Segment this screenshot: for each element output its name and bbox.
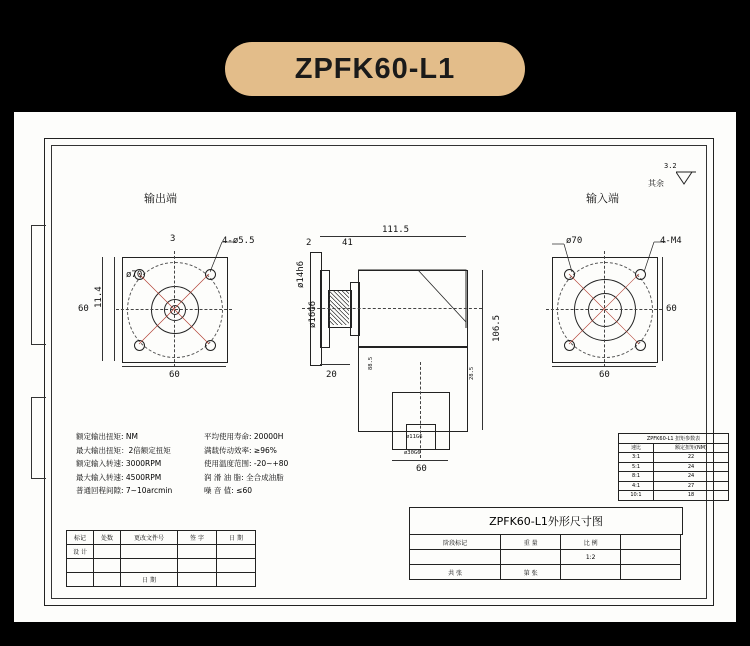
tb-label-sheets-total: 共 张	[410, 565, 501, 580]
spec-item-6: 满载传动效率: ≥96%	[204, 445, 277, 455]
surface-finish-icon	[676, 170, 698, 186]
rev-row-2-c4	[217, 573, 256, 587]
right-dim-60-v: 60	[666, 304, 677, 314]
title-block	[409, 507, 681, 580]
center-dim-41: 41	[342, 238, 353, 248]
torque-row-1-value: 24	[654, 462, 729, 472]
spec-item-4: 普通回程间隙: 7~10arcmin	[76, 486, 173, 496]
right-dim-60-h: 60	[599, 370, 610, 380]
torque-row-2-value: 24	[654, 472, 729, 482]
spec-item-0: 额定输出扭矩: NM	[76, 432, 138, 441]
spec-list-left	[76, 430, 172, 498]
drawing-sheet	[14, 112, 736, 622]
center-dim-line-60	[392, 460, 448, 461]
rev-header-1: 处数	[94, 531, 121, 545]
center-axis-centerline	[302, 308, 482, 309]
torque-row-3-ratio: 4:1	[619, 481, 654, 491]
center-dim-28-5: 28.5	[469, 366, 475, 380]
spec-item-5: 平均使用寿命: 20000H	[204, 432, 284, 441]
tb-cell-blank-1	[621, 535, 681, 550]
torque-row-0-ratio: 3:1	[619, 453, 654, 463]
tb-cell-blank-2	[621, 550, 681, 565]
torque-row-0-value: 22	[654, 453, 729, 463]
surface-finish-label: 其余	[648, 179, 664, 188]
center-dim-60: 60	[416, 464, 427, 474]
right-dim-line-bottom	[552, 366, 656, 367]
rev-row-0-c2	[121, 545, 178, 559]
center-dim-111-5: 111.5	[382, 225, 410, 235]
input-end-label: 输入端	[586, 192, 619, 205]
torque-header-torque: 额定扭矩(NM)	[654, 443, 729, 453]
revision-block	[66, 530, 256, 587]
rev-row-2-c3	[178, 573, 217, 587]
tb-value-scale: 1:2	[561, 550, 621, 565]
center-dim-d11g6: ø11G6	[406, 434, 423, 440]
rev-row-0-c4	[217, 545, 256, 559]
rev-row-0-c3	[178, 545, 217, 559]
spec-item-1: 最大输出扭矩：2倍额定扭矩	[76, 445, 171, 455]
tb-label-stage: 阶段标记	[410, 535, 501, 550]
rev-row-1-c0	[67, 559, 94, 573]
rev-row-2-c0	[67, 573, 94, 587]
right-dim-d70: ø70	[566, 236, 583, 246]
rev-row-0-c0: 设 计	[67, 545, 94, 559]
spec-item-7: 使用温度范围: -20~+80	[204, 459, 289, 469]
frame-tab-upper	[31, 225, 46, 345]
center-dim-d16g6: ø16G6	[308, 300, 318, 328]
spec-list-right	[204, 430, 288, 498]
left-dim-60-h: 60	[169, 370, 180, 380]
center-dim-line-20	[320, 364, 350, 365]
tb-cell-blank-4	[621, 565, 681, 580]
torque-row-3-value: 27	[654, 481, 729, 491]
rev-row-1-c3	[178, 559, 217, 573]
torque-spec-table	[618, 433, 729, 501]
torque-row-4-value: 18	[654, 491, 729, 501]
frame-tab-lower	[31, 397, 46, 479]
torque-table-title: ZPFK60-L1 扭矩参数表	[619, 434, 729, 444]
rev-row-2-c2: 日 期	[121, 573, 178, 587]
rev-row-1-c1	[94, 559, 121, 573]
center-dim-88-5: 88.5	[368, 356, 374, 370]
rev-row-0-c1	[94, 545, 121, 559]
rev-row-1-c4	[217, 559, 256, 573]
spec-item-2: 额定输入转速: 3000RPM	[76, 459, 162, 469]
tb-label-sheet-no: 第 张	[501, 565, 561, 580]
left-dim-4xd55: 4-ø5.5	[222, 236, 255, 246]
output-end-label: 输出端	[144, 192, 177, 205]
tb-value-stage	[410, 550, 501, 565]
tb-label-weight: 重 量	[501, 535, 561, 550]
left-dim-line-bottom	[122, 366, 226, 367]
torque-row-1-ratio: 5:1	[619, 462, 654, 472]
center-dim-line-111	[320, 236, 466, 237]
spec-item-3: 最大输入转速: 4500RPM	[76, 472, 162, 482]
torque-row-4-ratio: 10:1	[619, 491, 654, 501]
rev-header-3: 签 字	[178, 531, 217, 545]
right-leader-line-2	[550, 238, 576, 274]
right-dim-4xm4: 4-M4	[660, 236, 682, 246]
rev-header-4: 日 期	[217, 531, 256, 545]
tb-cell-blank-3	[561, 565, 621, 580]
center-dim-d14h6: ø14h6	[296, 260, 306, 288]
spec-item-8: 润 滑 油 脂: 全合成油脂	[204, 472, 284, 482]
center-dim-20: 20	[326, 370, 337, 380]
rev-header-0: 标记	[67, 531, 94, 545]
left-dim-60-v: 60	[78, 304, 89, 314]
center-dim-line-106	[482, 270, 483, 430]
center-dim-d30g6: ø30G6	[404, 450, 421, 456]
left-dim-line-left	[114, 257, 115, 361]
spec-item-9: 噪 音 值: ≤60	[204, 486, 253, 496]
torque-row-2-ratio: 8:1	[619, 472, 654, 482]
right-leader-line	[642, 238, 668, 274]
surface-finish-value: 3.2	[664, 162, 677, 170]
left-dim-3: 3	[170, 234, 176, 244]
page-title: ZPFK60-L1	[225, 42, 525, 96]
left-dim-11-4: 11.4	[94, 286, 104, 308]
left-leader-line	[210, 238, 238, 274]
left-dim-line-left2	[102, 257, 103, 361]
torque-header-ratio: 速比	[619, 443, 654, 453]
center-dim-2: 2	[306, 238, 312, 248]
rev-header-2: 更改文件号	[121, 531, 178, 545]
left-dim-d70: ø70	[126, 270, 143, 280]
tb-label-scale: 比 例	[561, 535, 621, 550]
rev-row-1-c2	[121, 559, 178, 573]
tb-value-weight	[501, 550, 561, 565]
drawing-title: ZPFK60-L1外形尺寸图	[409, 507, 683, 535]
center-dim-106-5: 106.5	[492, 314, 502, 342]
center-output-centerline	[420, 362, 421, 458]
rev-row-2-c1	[94, 573, 121, 587]
title-block-table	[409, 534, 681, 580]
